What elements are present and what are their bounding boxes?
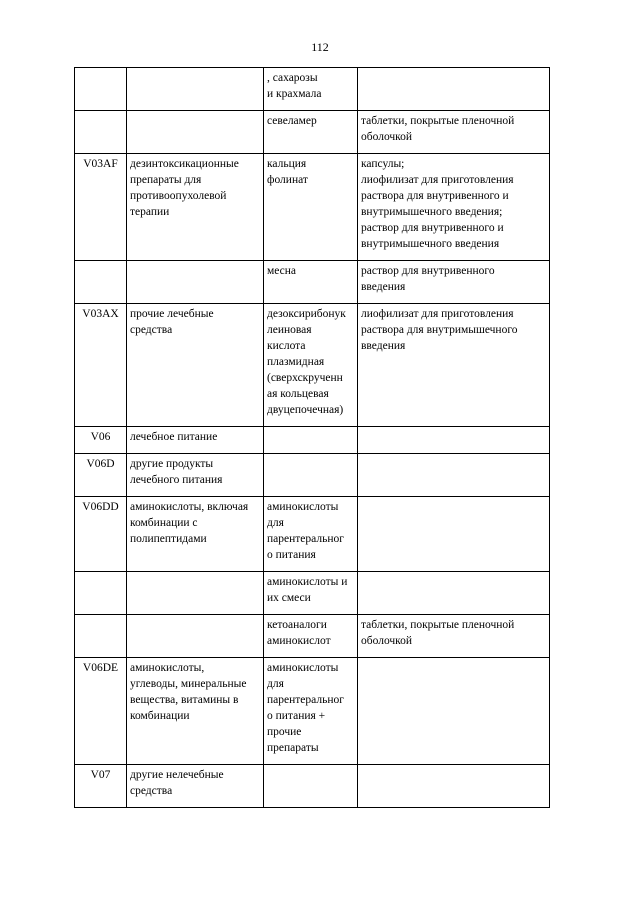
- table-row: [75, 572, 550, 615]
- page-number: 112: [311, 40, 329, 54]
- dosage-form-cell: [358, 427, 550, 454]
- substance-cell: , сахарозы и крахмала: [264, 68, 358, 111]
- group-cell: [127, 615, 264, 658]
- table-row: [75, 304, 550, 427]
- substance-cell: кальция фолинат: [264, 154, 358, 261]
- dosage-form-cell: раствор для внутривенного введения: [358, 261, 550, 304]
- substance-cell: дезоксирибонук леиновая кислота плазмидная (сверхскрученн ая кольцевая двуцепочечная): [264, 304, 358, 427]
- group-cell: [127, 261, 264, 304]
- substance-cell: севеламер: [264, 111, 358, 154]
- substance-cell: месна: [264, 261, 358, 304]
- atc-code-cell: [75, 572, 127, 615]
- dosage-form-cell: [358, 454, 550, 497]
- atc-code-cell: [75, 68, 127, 111]
- atc-code-cell: V06DD: [75, 497, 127, 572]
- substance-cell: [264, 765, 358, 808]
- group-cell: прочие лечебные средства: [127, 304, 264, 427]
- group-cell: [127, 68, 264, 111]
- group-cell: дезинтоксикационные препараты для противоопухолевой терапии: [127, 154, 264, 261]
- substance-cell: [264, 427, 358, 454]
- table-row: [75, 111, 550, 154]
- dosage-form-cell: [358, 765, 550, 808]
- dosage-form-cell: лиофилизат для приготовления раствора для внутримышечного введения: [358, 304, 550, 427]
- table-row: [75, 765, 550, 808]
- group-cell: [127, 572, 264, 615]
- atc-code-cell: V06: [75, 427, 127, 454]
- dosage-form-cell: таблетки, покрытые пленочной оболочкой: [358, 615, 550, 658]
- dosage-form-cell: [358, 658, 550, 765]
- table-row: [75, 658, 550, 765]
- substance-cell: аминокислоты для парентеральног о питания + прочие препараты: [264, 658, 358, 765]
- group-cell: другие нелечебные средства: [127, 765, 264, 808]
- substance-cell: аминокислоты и их смеси: [264, 572, 358, 615]
- atc-code-cell: [75, 261, 127, 304]
- group-cell: лечебное питание: [127, 427, 264, 454]
- group-cell: [127, 111, 264, 154]
- dosage-form-cell: [358, 497, 550, 572]
- atc-code-cell: V03AF: [75, 154, 127, 261]
- atc-code-cell: V06D: [75, 454, 127, 497]
- table-row: [75, 454, 550, 497]
- dosage-form-cell: [358, 572, 550, 615]
- atc-code-cell: V03AX: [75, 304, 127, 427]
- dosage-form-cell: капсулы; лиофилизат для приготовления раствора для внутривенного и внутримышечного введения; раствор для внутривенного и внутримышечного введения: [358, 154, 550, 261]
- atc-code-cell: [75, 615, 127, 658]
- atc-code-cell: [75, 111, 127, 154]
- substance-cell: аминокислоты для парентеральног о питания: [264, 497, 358, 572]
- group-cell: аминокислоты, включая комбинации с полипептидами: [127, 497, 264, 572]
- table-row: [75, 261, 550, 304]
- group-cell: аминокислоты, углеводы, минеральные вещества, витамины в комбинации: [127, 658, 264, 765]
- substance-cell: [264, 454, 358, 497]
- table-row: [75, 615, 550, 658]
- atc-code-cell: V06DE: [75, 658, 127, 765]
- table-row: [75, 68, 550, 111]
- atc-code-cell: V07: [75, 765, 127, 808]
- table-row: [75, 427, 550, 454]
- drug-classification-table: [74, 67, 550, 808]
- group-cell: другие продукты лечебного питания: [127, 454, 264, 497]
- substance-cell: кетоаналоги аминокислот: [264, 615, 358, 658]
- dosage-form-cell: [358, 68, 550, 111]
- table-row: [75, 154, 550, 261]
- dosage-form-cell: таблетки, покрытые пленочной оболочкой: [358, 111, 550, 154]
- table-row: [75, 497, 550, 572]
